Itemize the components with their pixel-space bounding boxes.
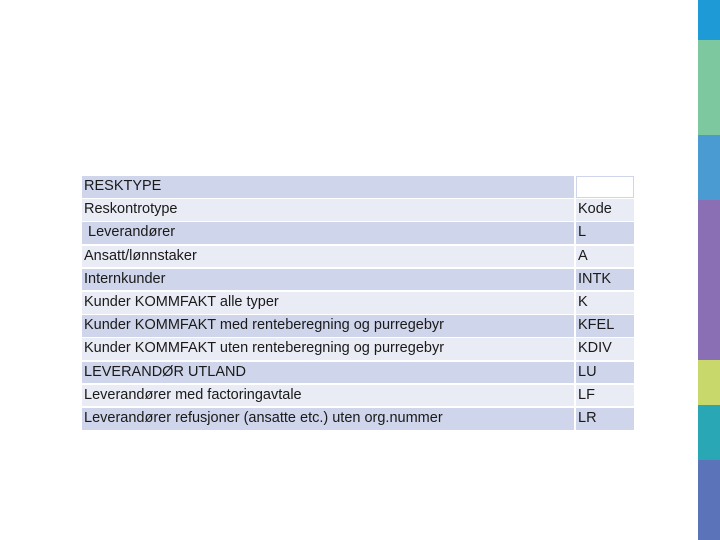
- table-cell-code: KDIV: [576, 338, 634, 360]
- table-cell-code: LF: [576, 385, 634, 407]
- table-cell-code: K: [576, 292, 634, 314]
- table-cell-type: Reskontrotype: [82, 199, 574, 221]
- table-cell-type: Ansatt/lønnstaker: [82, 246, 574, 268]
- table-cell-code: L: [576, 222, 634, 244]
- decorative-edge-bar: [698, 0, 720, 540]
- table-row: [82, 408, 636, 431]
- reskontro-table: [82, 176, 636, 431]
- edge-segment: [698, 405, 720, 460]
- table-row: [82, 362, 636, 385]
- edge-segment: [698, 200, 720, 360]
- table-cell-type: Internkunder: [82, 269, 574, 291]
- edge-segment: [698, 460, 720, 540]
- edge-segment: [698, 0, 720, 40]
- table-cell-type: Kunder KOMMFAKT uten renteberegning og purregebyr: [82, 338, 574, 360]
- edge-segment: [698, 40, 720, 135]
- table-row: [82, 315, 636, 338]
- table-row: [82, 269, 636, 292]
- table-row: [82, 338, 636, 361]
- table-cell-code: A: [576, 246, 634, 268]
- table-cell-type: Leverandører refusjoner (ansatte etc.) uten org.nummer: [82, 408, 574, 430]
- table-row: [82, 199, 636, 222]
- table-cell-code: Kode: [576, 199, 634, 221]
- table-cell-code: LR: [576, 408, 634, 430]
- edge-segment: [698, 360, 720, 405]
- edge-segment: [698, 135, 720, 200]
- table-cell-type: Kunder KOMMFAKT med renteberegning og purregebyr: [82, 315, 574, 337]
- table-cell-type: Leverandører med factoringavtale: [82, 385, 574, 407]
- table-row: [82, 222, 636, 245]
- table-cell-type: LEVERANDØR UTLAND: [82, 362, 574, 384]
- table-cell-code: [576, 176, 634, 198]
- table-cell-code: LU: [576, 362, 634, 384]
- table-row: [82, 176, 636, 199]
- table-row: [82, 246, 636, 269]
- table-cell-type: RESKTYPE: [82, 176, 574, 198]
- table-cell-code: INTK: [576, 269, 634, 291]
- table-row: [82, 385, 636, 408]
- table-cell-type: Leverandører: [82, 222, 574, 244]
- table-row: [82, 292, 636, 315]
- table-cell-type: Kunder KOMMFAKT alle typer: [82, 292, 574, 314]
- table-cell-code: KFEL: [576, 315, 634, 337]
